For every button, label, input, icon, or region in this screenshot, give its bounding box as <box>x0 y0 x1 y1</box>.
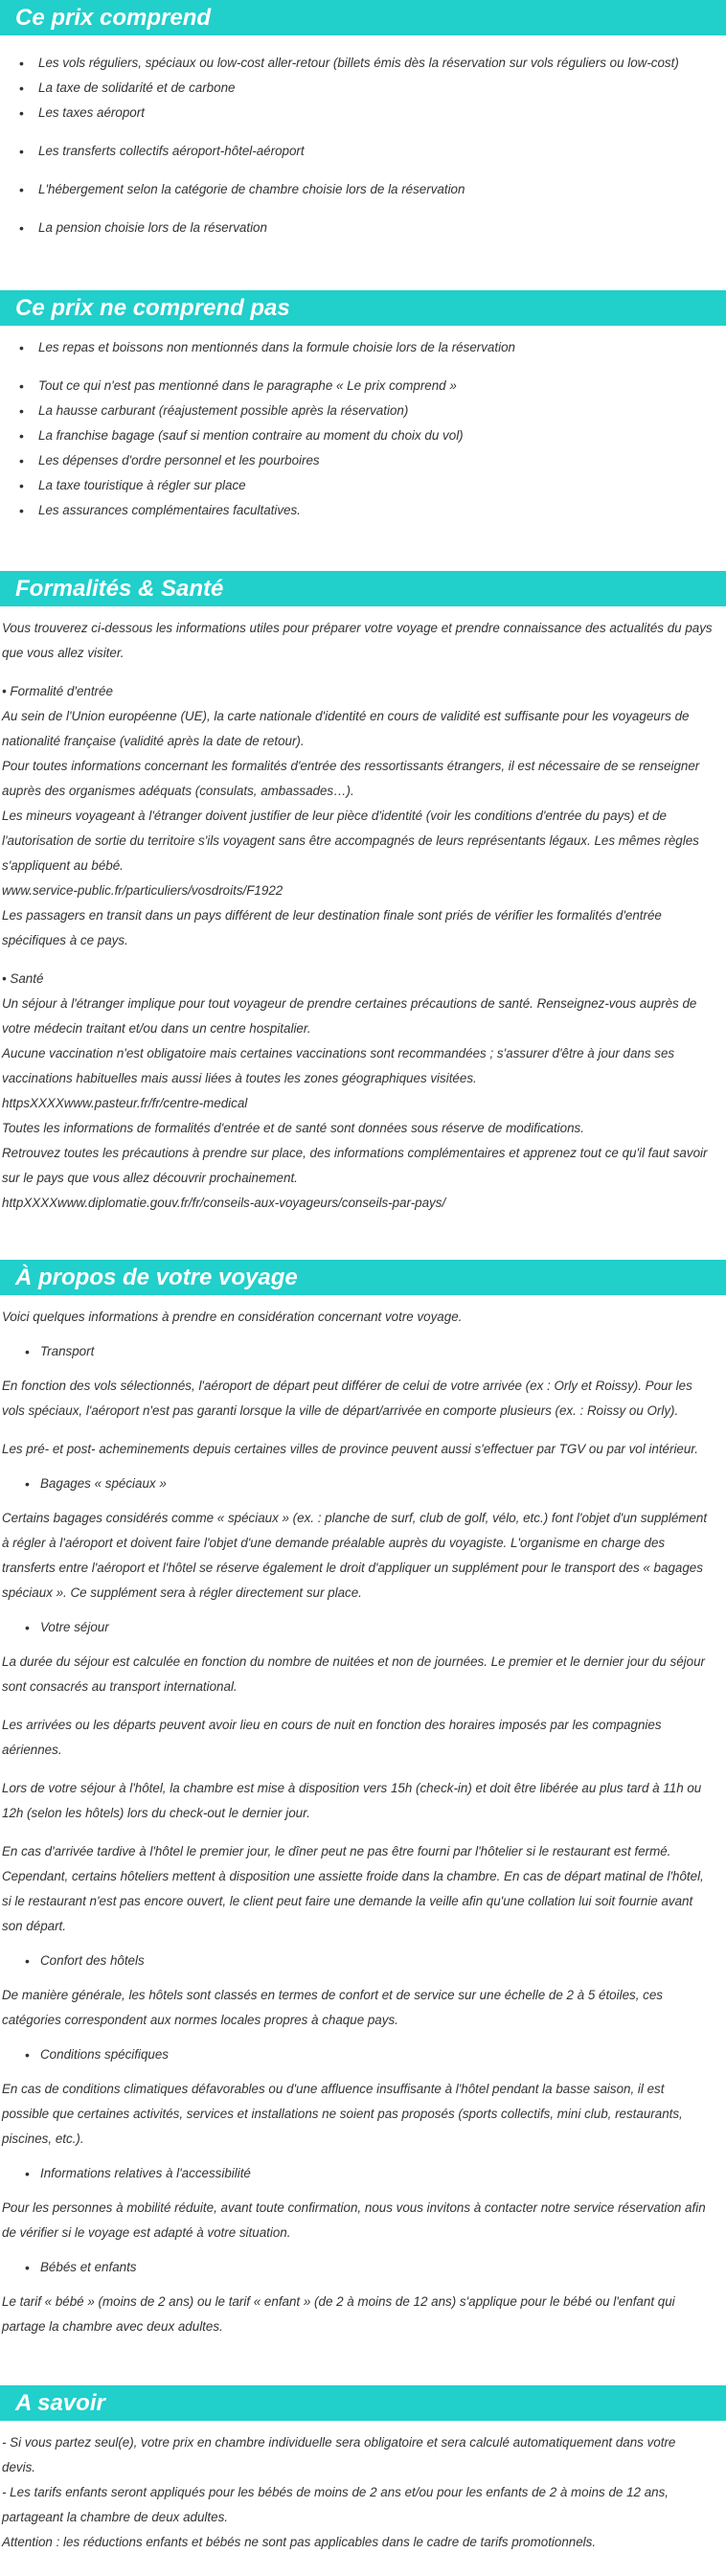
conditions-title: • Conditions spécifiques <box>2 2042 713 2067</box>
health-text: Retrouvez toutes les précautions à prendre sur place, des informations complémentaires et apprenez tout ce qu'il faut savoir sur le pays que vous allez découvrir prochainement. <box>2 1146 708 1185</box>
section-title: Ce prix ne comprend pas <box>0 290 726 326</box>
section-title: Formalités & Santé <box>0 571 726 606</box>
list-item: • Tout ce qui n'est pas mentionné dans le paragraphe « Le prix comprend » <box>38 374 713 399</box>
health-text: Toutes les informations de formalités d'entrée et de santé sont données sous réserve de modifications. <box>2 1121 584 1135</box>
section-title: A savoir <box>0 2385 726 2421</box>
entry-title: • Formalité d'entrée <box>2 684 113 698</box>
intro-text: Voici quelques informations à prendre en considération concernant votre voyage. <box>2 1310 463 1324</box>
entry-text: Les passagers en transit dans un pays différent de leur destination finale sont priés de vérifier les formalités d'entrée spécifiques à ce pays. <box>2 908 662 947</box>
paragraph: Lors de votre séjour à l'hôtel, la chambre est mise à disposition vers 15h (check-in) et doit être libérée au plus tard à 11h ou 12h (selon les hôtels) lors du check-out le dernier jour. <box>2 1781 702 1820</box>
diplomatie-link[interactable]: httpXXXXwww.diplomatie.gouv.fr/fr/conseils-aux-voyageurs/conseils-par-pays/ <box>2 1196 446 1210</box>
list-item: • La pension choisie lors de la réservation <box>38 216 713 240</box>
about-content <box>0 1305 726 2339</box>
section-price-includes <box>0 0 726 240</box>
list-item: • La taxe touristique à régler sur place <box>38 473 713 498</box>
paragraph: Certains bagages considérés comme « spéciaux » (ex. : planche de surf, club de golf, vélo, etc.) font l'objet d'un supplément à régler à l'aéroport et doivent faire l'objet d'une demande préalable auprès du voyagiste. L'organisme en charge des transferts entre l'aéroport et l'hôtel se réserve également le droit d'appliquer un supplément pour le transport des « bagages spéciaux ». Ce supplément sera à régler directement sur place. <box>2 1511 708 1600</box>
section-formalities-health <box>0 571 726 1216</box>
list-item: • La franchise bagage (sauf si mention contraire au moment du choix du vol) <box>38 423 713 448</box>
paragraph: - Si vous partez seul(e), votre prix en chambre individuelle sera obligatoire et sera calculé automatiquement dans votre devis. <box>2 2435 676 2474</box>
paragraph: En cas de conditions climatiques défavorables ou d'une affluence insuffisante à l'hôtel pendant la basse saison, il est possible que certaines activités, services et installations ne soient pas proposés (sports collectifs, mini club, restaurants, piscines, etc.). <box>2 2082 683 2146</box>
paragraph: Le tarif « bébé » (moins de 2 ans) ou le tarif « enfant » (de 2 à moins de 12 ans) s'applique pour le bébé ou l'enfant qui partage la chambre avec deux adultes. <box>2 2294 675 2334</box>
paragraph: De manière générale, les hôtels sont classés en termes de confort et de service sur une échelle de 2 à 5 étoiles, ces catégories correspondent aux normes locales propres à chaque pays. <box>2 1988 663 2027</box>
section-title: Ce prix comprend <box>0 0 726 35</box>
list-item: • L'hébergement selon la catégorie de chambre choisie lors de la réservation <box>38 177 713 202</box>
paragraph: Pour les personnes à mobilité réduite, avant toute confirmation, nous vous invitons à contacter notre service réservation afin de vérifier si le voyage est adapté à votre situation. <box>2 2200 706 2240</box>
health-text: Aucune vaccination n'est obligatoire mais certaines vaccinations sont recommandées ; s'assurer d'être à jour dans ses vaccinations habituelles mais aussi liées à toutes les zones géographiques visitées. <box>2 1046 675 1085</box>
paragraph: - Les tarifs enfants seront appliqués pour les bébés de moins de 2 ans et/ou pour les enfants de 2 à moins de 12 ans, partageant la chambre de deux adultes. <box>2 2485 669 2524</box>
section-good-to-know <box>0 2385 726 2561</box>
baggage-title: • Bagages « spéciaux » <box>2 1471 713 1496</box>
section-title: À propos de votre voyage <box>0 1260 726 1295</box>
list-item: • La hausse carburant (réajustement possible après la réservation) <box>38 399 713 423</box>
service-public-link[interactable]: www.service-public.fr/particuliers/vosdroits/F1922 <box>2 883 284 898</box>
good-to-know-content <box>0 2430 726 2561</box>
list-item: • La taxe de solidarité et de carbone <box>38 76 713 101</box>
entry-text: Au sein de l'Union européenne (UE), la carte nationale d'identité en cours de validité est suffisante pour les voyageurs de nationalité française (validité après la date de retour). <box>2 709 690 748</box>
section-price-excludes <box>0 290 726 523</box>
intro-text: Vous trouverez ci-dessous les informations utiles pour préparer votre voyage et prendre connaissance des actualités du pays que vous allez visiter. <box>2 621 713 660</box>
list-item: • Les vols réguliers, spéciaux ou low-cost aller-retour (billets émis dès la réservation sur vols réguliers ou low-cost) <box>38 51 713 76</box>
comfort-title: • Confort des hôtels <box>2 1949 713 1973</box>
babies-title: • Bébés et enfants <box>2 2255 713 2280</box>
paragraph: Les arrivées ou les départs peuvent avoir lieu en cours de nuit en fonction des horaires imposés par les compagnies aériennes. <box>2 1718 662 1757</box>
pasteur-link[interactable]: httpsXXXXwww.pasteur.fr/fr/centre-medical <box>2 1096 248 1110</box>
paragraph: En fonction des vols sélectionnés, l'aéroport de départ peut différer de celui de votre arrivée (ex : Orly et Roissy). Pour les vols spéciaux, l'aéroport n'est pas garanti lorsque la ville de départ/arrivée en comporte plusieurs (ex. : Roissy ou Orly). <box>2 1379 692 1418</box>
formalities-content <box>0 616 726 1216</box>
section-about-trip <box>0 1260 726 2339</box>
list-item: • Les transferts collectifs aéroport-hôtel-aéroport <box>38 139 713 164</box>
list-item: • Les assurances complémentaires facultatives. <box>38 498 713 523</box>
entry-text: Pour toutes informations concernant les formalités d'entrée des ressortissants étrangers, il est nécessaire de se renseigner auprès des organismes adéquats (consulats, ambassades…). <box>2 759 700 798</box>
accessibility-title: • Informations relatives à l'accessibilité <box>2 2161 713 2186</box>
stay-title: • Votre séjour <box>2 1615 713 1640</box>
paragraph: Attention : les réductions enfants et bébés ne sont pas applicables dans le cadre de tarifs promotionnels. <box>2 2535 597 2549</box>
list-item: • Les repas et boissons non mentionnés dans la formule choisie lors de la réservation <box>38 335 713 360</box>
included-list <box>0 51 726 240</box>
transport-title: • Transport <box>2 1339 713 1364</box>
list-item: • Les taxes aéroport <box>38 101 713 125</box>
list-item: • Les dépenses d'ordre personnel et les pourboires <box>38 448 713 473</box>
paragraph: Les pré- et post- acheminements depuis certaines villes de province peuvent aussi s'effectuer par TGV ou par vol intérieur. <box>2 1442 699 1456</box>
health-title: • Santé <box>2 971 44 986</box>
health-text: Un séjour à l'étranger implique pour tout voyageur de prendre certaines précautions de santé. Renseignez-vous auprès de votre médecin traitant et/ou dans un centre hospitalier. <box>2 996 697 1036</box>
paragraph: En cas d'arrivée tardive à l'hôtel le premier jour, le dîner peut ne pas être fourni par l'hôtelier si le restaurant est fermé. Cependant, certains hôteliers mettent à disposition une assiette froide dans la chambre. En cas de départ matinal de l'hôtel, si le restaurant n'est pas encore ouvert, le client peut faire une demande la veille afin qu'une collation lui soit fournie avant son départ. <box>2 1844 704 1933</box>
paragraph: La durée du séjour est calculée en fonction du nombre de nuitées et non de journées. Le premier et le dernier jour du séjour sont consacrés au transport international. <box>2 1654 705 1694</box>
excluded-list <box>0 335 726 523</box>
entry-text: Les mineurs voyageant à l'étranger doivent justifier de leur pièce d'identité (voir les conditions d'entrée du pays) et de l'autorisation de sortie du territoire s'ils voyagent sans être accompagnés de leurs représentants légaux. Les mêmes règles s'appliquent au bébé. <box>2 809 699 873</box>
